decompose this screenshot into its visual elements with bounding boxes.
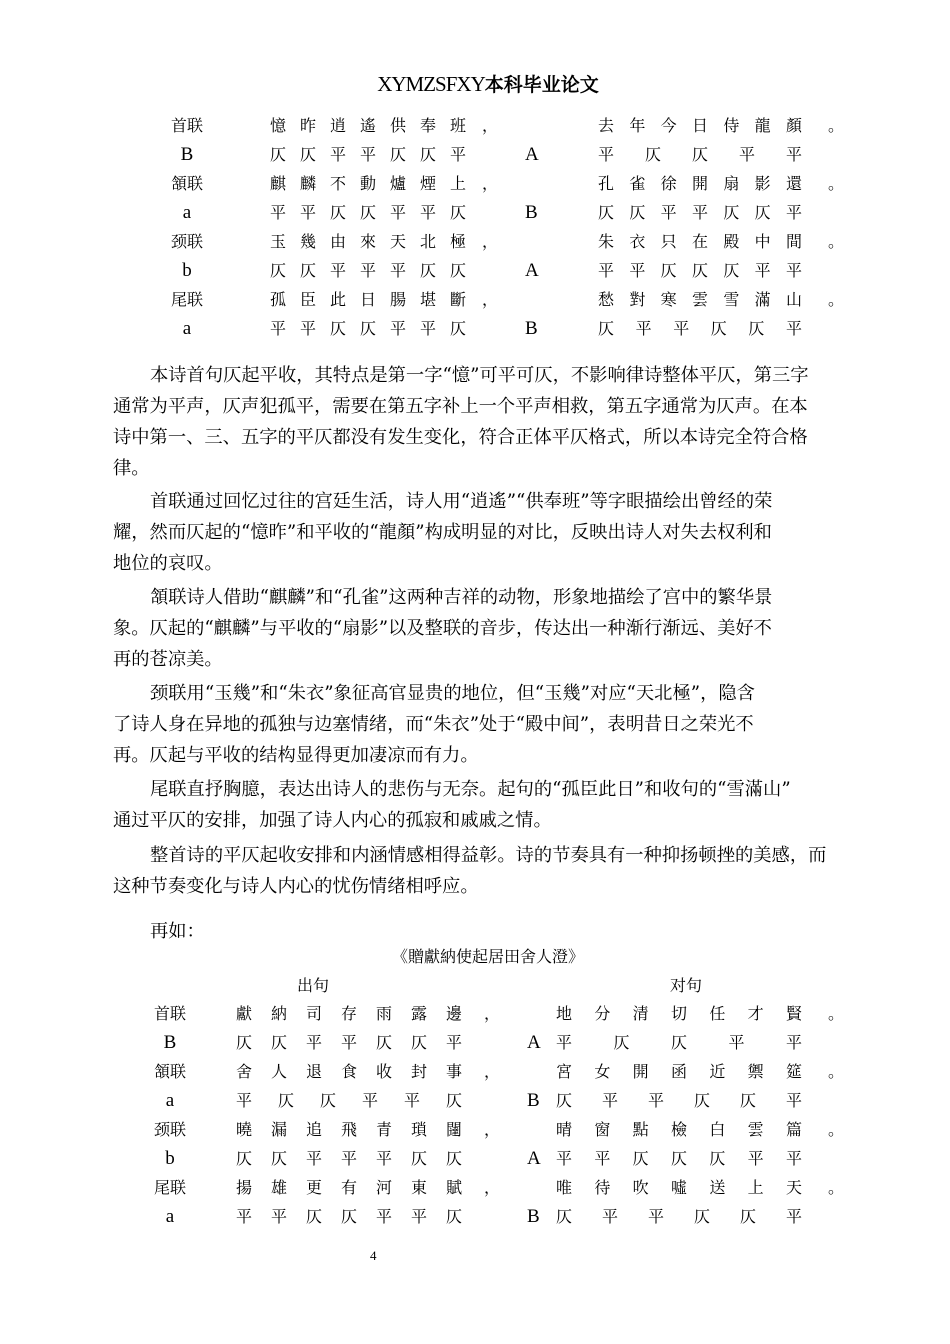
text-line: 地位的哀叹。: [113, 553, 223, 574]
table-row: [0, 285, 950, 314]
poem2-title: 《贈獻納使起居田舍人澄》: [391, 947, 584, 966]
row-label: 颈联: [153, 1120, 186, 1139]
outgoing-line: 仄仄平平仄仄平: [236, 1033, 482, 1052]
header-code: XYMZSFXY: [377, 72, 485, 96]
table-row: [0, 227, 950, 256]
period: 。: [828, 116, 845, 135]
pattern-letter: B: [527, 1090, 540, 1111]
outgoing-line: 獻納司存雨露邊: [236, 1004, 482, 1023]
response-line: 仄仄平平仄仄平: [598, 203, 818, 222]
comma: ，: [482, 290, 499, 309]
period: 。: [828, 1004, 845, 1023]
comma: ，: [482, 116, 499, 135]
response-line: 晴窗點檢白雲篇: [556, 1120, 825, 1139]
outgoing-line: 平平仄仄平平仄: [270, 319, 481, 338]
row-label: 頷联: [170, 174, 203, 193]
col-header-duiju: 对句: [670, 976, 703, 995]
paragraph: [113, 360, 863, 484]
outgoing-line: 曉漏追飛青瑣闥: [236, 1120, 482, 1139]
response-line: 仄平平仄仄平: [598, 319, 824, 338]
row-label: 首联: [170, 116, 203, 135]
table-row: [0, 198, 950, 227]
comma: ，: [484, 1004, 501, 1023]
response-line: 孔雀徐開扇影還: [598, 174, 818, 193]
outgoing-line: 揚雄更有河東賦: [236, 1178, 482, 1197]
pattern-letter: A: [525, 144, 539, 165]
row-label: a: [165, 1090, 175, 1111]
response-line: 平平仄仄仄平平: [556, 1149, 825, 1168]
response-line: 仄平平仄仄平: [556, 1091, 833, 1110]
table-row: [0, 999, 950, 1028]
col-header-chuju: 出句: [297, 976, 330, 995]
paragraph: [113, 486, 863, 579]
table-row: [0, 256, 950, 285]
text-line: 尾联直抒胸臆，表达出诗人的悲伤与无奈。起句的“孤臣此日”和收句的“雪滿山”: [150, 779, 791, 800]
text-line: 耀，然而仄起的“憶昨”和平收的“龍顏”构成明显的对比，反映出诗人对失去权利和: [113, 522, 772, 543]
header-title: 本科毕业论文: [484, 74, 599, 96]
table-row: [0, 111, 950, 140]
outgoing-line: 平平仄仄平平仄: [270, 203, 481, 222]
comma: ，: [482, 232, 499, 251]
table-row: [0, 140, 950, 169]
pattern-letter: B: [525, 202, 538, 223]
pattern-letter: A: [527, 1148, 541, 1169]
period: 。: [828, 1062, 845, 1081]
outgoing-line: 舍人退食收封事: [236, 1062, 482, 1081]
row-label: b: [182, 260, 192, 281]
text-line: 了诗人身在异地的孤独与边塞情绪，而“朱衣”处于“殿中间”，表明昔日之荣光不: [113, 714, 754, 735]
comma: ，: [484, 1178, 501, 1197]
row-label: B: [180, 144, 194, 165]
text-line: 这种节奏变化与诗人内心的忧伤情绪相呼应。: [113, 876, 479, 897]
outgoing-line: 平平仄仄平平仄: [236, 1207, 482, 1226]
row-label: 頷联: [153, 1062, 186, 1081]
table-row: [0, 169, 950, 198]
pattern-letter: B: [525, 318, 538, 339]
row-label: a: [182, 318, 192, 339]
period: 。: [828, 1178, 845, 1197]
response-line: 平仄仄平平: [556, 1033, 844, 1052]
row-label: 颈联: [170, 232, 203, 251]
text-line: 頷联诗人借助“麒麟”和“孔雀”这两种吉祥的动物，形象地描绘了宫中的繁华景: [150, 587, 773, 608]
response-line: 仄平平仄仄平: [556, 1207, 833, 1226]
text-line: 本诗首句仄起平收，其特点是第一字“憶”可平可仄，不影响律诗整体平仄，第三字: [150, 365, 809, 386]
comma: ，: [482, 174, 499, 193]
paragraph: [113, 678, 863, 771]
text-line: 颈联用“玉幾”和“朱衣”象征高官显贵的地位，但“玉幾”对应“天北極”，隐含: [150, 683, 755, 704]
response-line: 宮女開函近禦筵: [556, 1062, 825, 1081]
table-row: [0, 1202, 950, 1231]
outgoing-line: 孤臣此日腸堪斷: [270, 290, 481, 309]
text-line: 再如：: [150, 921, 205, 942]
text-line: 律。: [113, 458, 150, 479]
response-line: 平仄仄平平: [598, 145, 834, 164]
period: 。: [828, 174, 845, 193]
table-row: [0, 1115, 950, 1144]
pattern-letter: B: [527, 1206, 540, 1227]
outgoing-line: 仄仄平平平仄仄: [270, 261, 481, 280]
row-label: 尾联: [153, 1178, 186, 1197]
response-line: 去年今日侍龍顏: [598, 116, 818, 135]
page-header: [0, 70, 950, 97]
period: 。: [828, 232, 845, 251]
text-line: 通过平仄的安排，加强了诗人内心的孤寂和戚戚之情。: [113, 810, 552, 831]
response-line: 唯待吹噓送上天: [556, 1178, 825, 1197]
row-label: B: [163, 1032, 177, 1053]
table-row: [0, 314, 950, 343]
paragraph: [113, 582, 863, 675]
paragraph: [113, 916, 863, 947]
paragraph: [113, 774, 863, 836]
table-row: [0, 1028, 950, 1057]
outgoing-line: 平仄仄平平仄: [236, 1091, 489, 1110]
table-row: [0, 1057, 950, 1086]
outgoing-line: 麒麟不動爐煙上: [270, 174, 481, 193]
text-line: 整首诗的平仄起收安排和内涵情感相得益彰。诗的节奏具有一种抑扬顿挫的美感，而: [150, 845, 827, 866]
response-line: 平平仄仄仄平平: [598, 261, 818, 280]
outgoing-line: 仄仄平平平仄仄: [236, 1149, 482, 1168]
pattern-letter: A: [527, 1032, 541, 1053]
table-row: [0, 1173, 950, 1202]
period: 。: [828, 290, 845, 309]
table-row: [0, 1144, 950, 1173]
outgoing-line: 玉幾由來天北極: [270, 232, 481, 251]
comma: ，: [484, 1120, 501, 1139]
row-label: 尾联: [170, 290, 203, 309]
comma: ，: [484, 1062, 501, 1081]
text-line: 首联通过回忆过往的宫廷生活，诗人用“逍遙”“供奉班”等字眼描绘出曾经的荣: [150, 491, 773, 512]
response-line: 地分清切任才賢: [556, 1004, 825, 1023]
text-line: 象。仄起的“麒麟”与平收的“扇影”以及整联的音步，传达出一种渐行渐远、美好不: [113, 618, 772, 639]
text-line: 再。仄起与平收的结构显得更加凄凉而有力。: [113, 745, 479, 766]
outgoing-line: 仄仄平平仄仄平: [270, 145, 481, 164]
period: 。: [828, 1120, 845, 1139]
text-line: 通常为平声，仄声犯孤平，需要在第五字补上一个平声相救，第五字通常为仄声。在本: [113, 396, 808, 417]
row-label: 首联: [153, 1004, 186, 1023]
paragraph: [113, 840, 863, 902]
row-label: a: [182, 202, 192, 223]
text-line: 再的苍凉美。: [113, 649, 223, 670]
text-line: 诗中第一、三、五字的平仄都没有发生变化，符合正体平仄格式，所以本诗完全符合格: [113, 427, 808, 448]
table-row: [0, 1086, 950, 1115]
response-line: 愁對寒雲雪滿山: [598, 290, 818, 309]
response-line: 朱衣只在殿中間: [598, 232, 818, 251]
outgoing-line: 憶昨逍遙供奉班: [270, 116, 481, 135]
row-label: b: [165, 1148, 175, 1169]
page-number: 4: [370, 1248, 377, 1263]
pattern-letter: A: [525, 260, 539, 281]
row-label: a: [165, 1206, 175, 1227]
